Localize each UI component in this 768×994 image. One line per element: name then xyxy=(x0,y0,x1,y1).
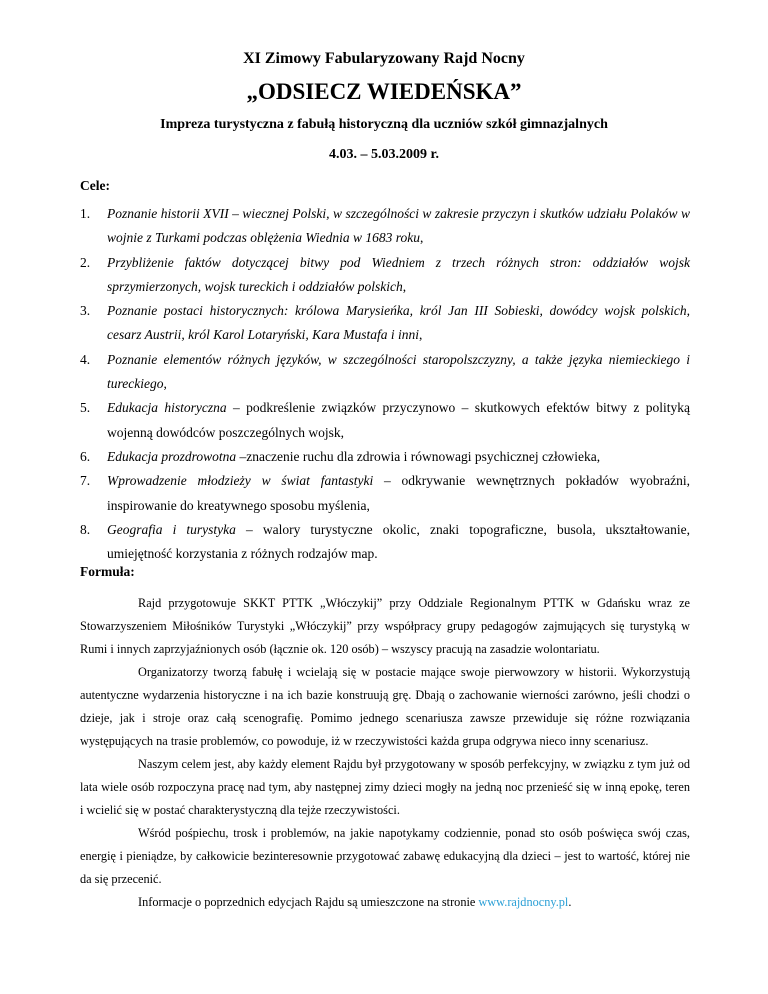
item-number: 2. xyxy=(80,254,91,270)
item-emphasis: Poznanie postaci historycznych: królowa Marysieńka, król Jan III Sobieski, dowódcy wojsk polskich, cesarz Austrii, król Karol Lotaryński, Kara Mustafa i inni xyxy=(107,303,690,343)
formula-section xyxy=(80,592,690,914)
formula-heading: Formuła: xyxy=(80,564,135,579)
item-text: , xyxy=(420,230,424,246)
item-number: 8. xyxy=(80,521,91,537)
paragraph-end: . xyxy=(568,895,572,909)
list-item xyxy=(80,396,690,445)
list-item xyxy=(80,445,690,469)
paragraph: Naszym celem jest, aby każdy element Rajdu był przygotowany w sposób perfekcyjny, w związku z tym już od lata wiele osób rozpoczyna pracę nad tym, aby następnej zimy dzieci mogły na jedną noc przenieść się w inną epokę, teren i wcielić się w postać charakterystyczną dla tejże rzeczywistości. xyxy=(80,757,690,817)
item-text: , xyxy=(163,376,167,392)
event-dates: 4.03. – 5.03.2009 r. xyxy=(329,147,439,162)
item-number: 4. xyxy=(80,351,91,367)
list-item xyxy=(80,518,690,567)
item-text: – podkreślenie związków przyczynowo – skutkowych efektów bitwy z polityką wojenną dowódców poszczególnych wojsk, xyxy=(107,400,690,440)
item-text: , xyxy=(402,278,407,294)
item-text: , xyxy=(419,327,423,343)
item-emphasis: Przybliżenie faktów dotyczącej bitwy pod Wiedniem z trzech różnych stron: oddziałów wojsk sprzymierzonych, wojsk tureckich i oddziałów polskich xyxy=(107,254,690,294)
goals-heading: Cele: xyxy=(80,178,110,193)
list-item xyxy=(80,348,690,397)
event-edition: XI Zimowy Fabularyzowany Rajd Nocny xyxy=(243,50,525,67)
item-number: 5. xyxy=(80,400,91,416)
item-text: – odkrywanie wewnętrznych pokładów wyobraźni, inspirowanie do kreatywnego sposobu myślenia, xyxy=(107,473,690,513)
website-link[interactable]: www.rajdnocny.pl xyxy=(478,895,569,909)
event-subtitle: Impreza turystyczna z fabułą historyczną dla uczniów szkół gimnazjalnych xyxy=(160,117,608,132)
item-emphasis: Poznanie elementów różnych języków, w szczególności staropolszczyzny, a także języka niemieckiego i tureckiego xyxy=(107,351,690,392)
goals-list xyxy=(80,202,690,566)
item-number: 1. xyxy=(80,206,91,221)
item-emphasis: Geografia i turystyka xyxy=(107,521,236,537)
item-emphasis: Edukacja historyczna xyxy=(107,400,227,416)
item-emphasis: Wprowadzenie młodzieży w świat fantastyki xyxy=(107,473,374,489)
list-item xyxy=(80,251,690,300)
paragraph xyxy=(80,891,690,914)
paragraph: Wśród pośpiechu, trosk i problemów, na jakie napotykamy codziennie, ponad sto osób poświęca swój czas, energię i pieniądze, by całkowicie bezinteresownie przygotować zabawę edukacyjną dla dzieci – jest to wartość, której nie da się przecenić. xyxy=(80,826,690,886)
item-number: 7. xyxy=(80,473,91,489)
paragraph: Organizatorzy tworzą fabułę i wcielają się w postacie mające swoje pierwowzory w historii. Wykorzystują autentyczne wydarzenia historyczne i na ich bazie konstruują grę. Dbają o zachowanie wierności zarówno, jeśli chodzi o dzieje, jak i stroje oraz całą scenografię. Pomimo jednego scenariusza zawsze przewiduje się różne rozwiązania występujących na trasie problemów, co powoduje, iż w rzeczywistości każda grupa odgrywa nieco inny scenariusz. xyxy=(80,665,690,748)
item-emphasis: Edukacja prozdrowotna xyxy=(107,448,237,464)
paragraph: Rajd przygotowuje SKKT PTTK „Włóczykij” przy Oddziale Regionalnym PTTK w Gdańsku wraz ze Stowarzyszeniem Miłośników Turystyki „Włóczykij” przy współpracy grupy pedagogów zajmujących się turystyką w Rumi i innych zaprzyjaźnionych osób (łącznie ok. 120 osób) – wszyscy pracują na zasadzie wolontariatu. xyxy=(80,596,690,656)
item-text: – walory turystyczne okolic, znaki topograficzne, busola, ukształtowanie, umiejętność korzystania z różnych rodzajów map. xyxy=(107,521,691,562)
item-text: –znaczenie ruchu dla zdrowia i równowagi psychicznej człowieka, xyxy=(236,448,601,464)
list-item xyxy=(80,469,690,518)
item-number: 6. xyxy=(80,448,91,464)
list-item xyxy=(80,299,690,348)
item-number: 3. xyxy=(80,303,91,319)
page-title: „ODSIECZ WIEDEŃSKA” xyxy=(246,79,522,104)
list-item xyxy=(80,202,690,251)
item-emphasis: Poznanie historii XVII – wiecznej Polski, w szczególności w zakresie przyczyn i skutków udziału Polaków w wojnie z Turkami podczas oblężenia Wiednia w 1683 roku xyxy=(107,206,690,246)
paragraph-text: Informacje o poprzednich edycjach Rajdu są umieszczone na stronie xyxy=(138,895,479,909)
